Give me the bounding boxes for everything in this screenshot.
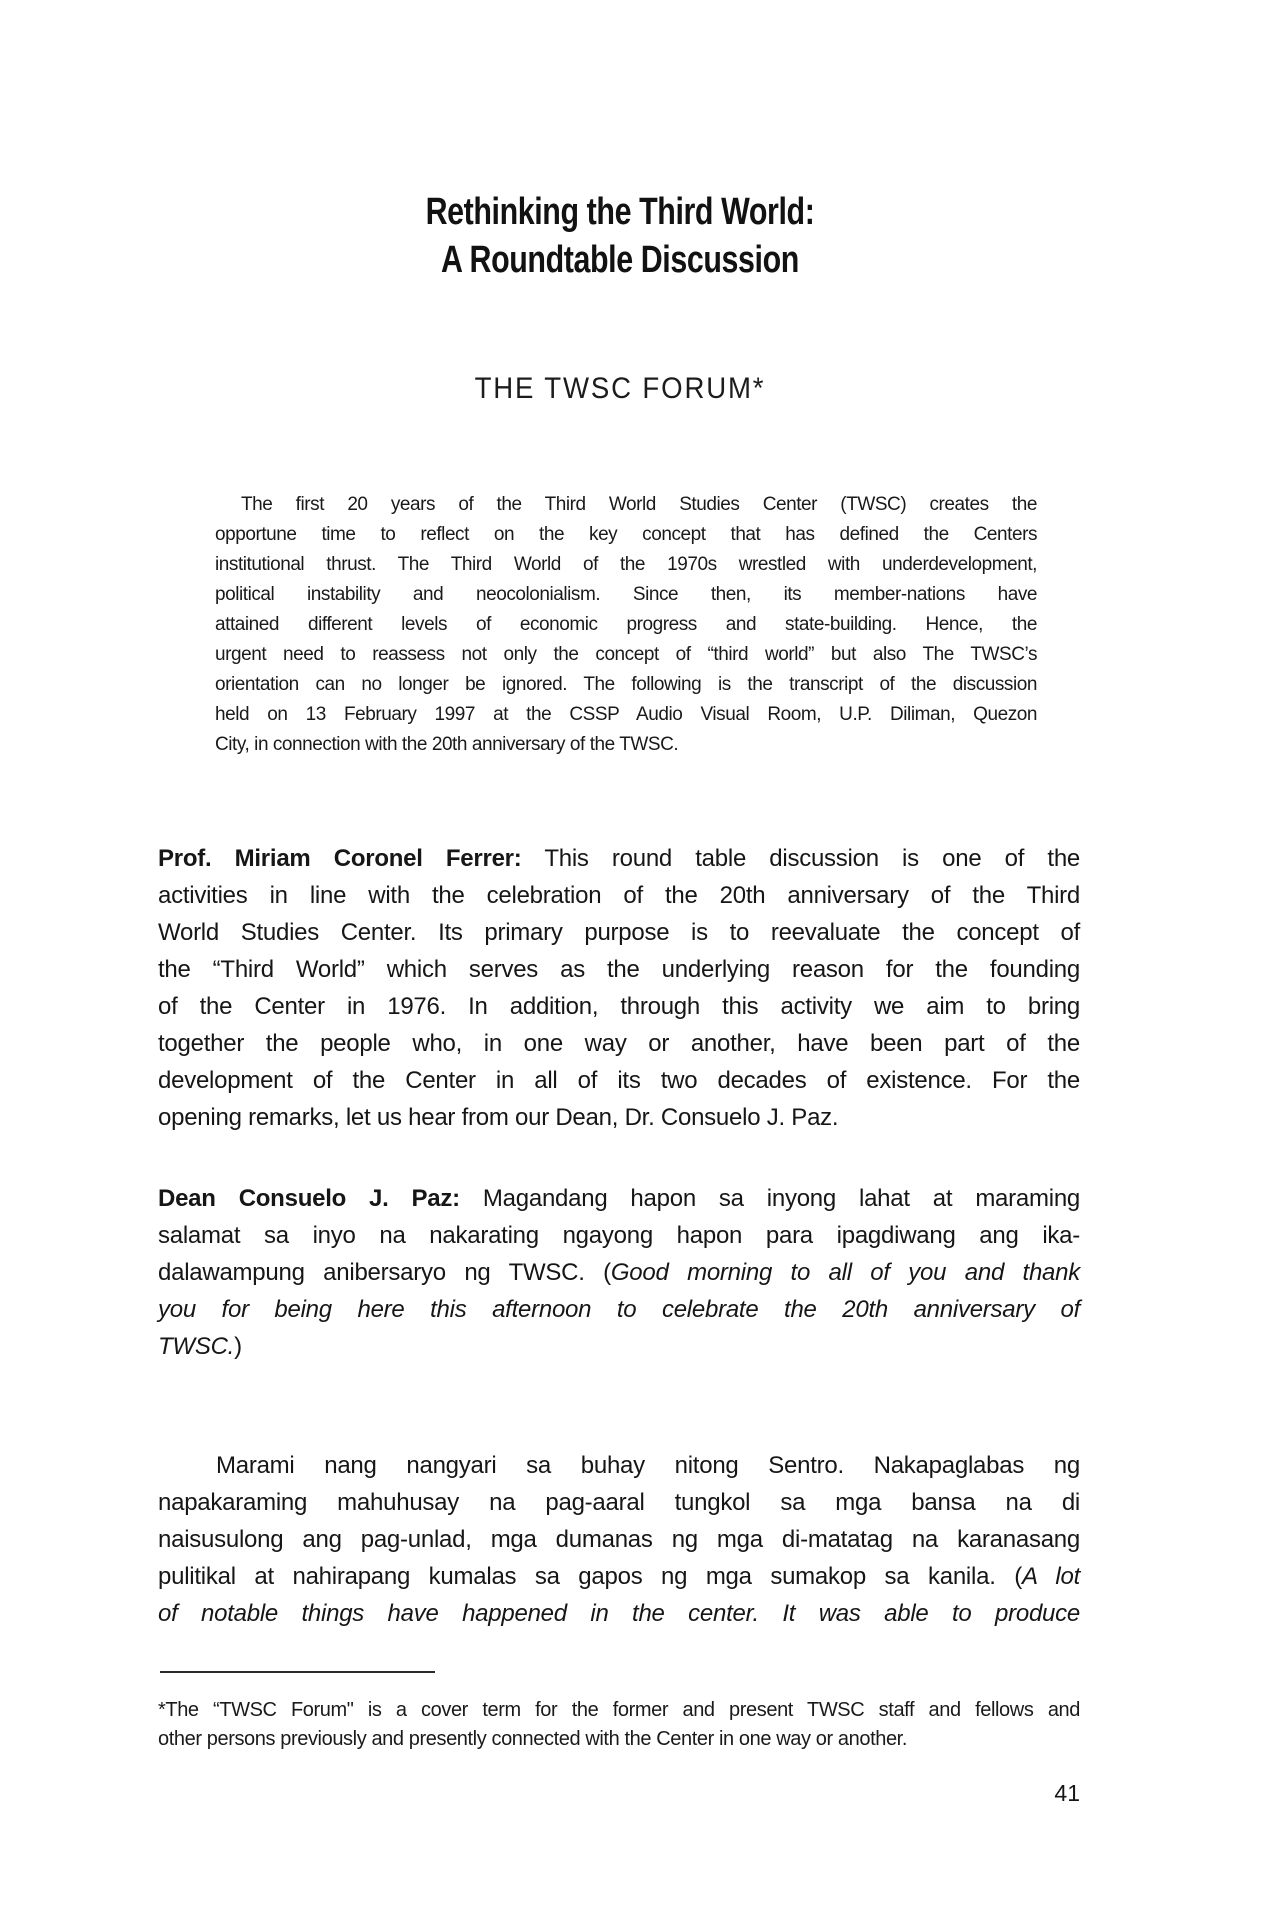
- text-line: [158, 877, 1080, 914]
- text-segment: *The “TWSC Forum" is a cover term for the former and present TWSC staff and fellows and: [158, 1699, 1080, 1721]
- article-title: [252, 188, 988, 284]
- text-line: [215, 580, 1037, 610]
- text-segment: Dean Consuelo J. Paz:: [158, 1185, 460, 1212]
- text-line: [215, 550, 1037, 580]
- text-segment: orientation can no longer be ignored. The following is the transcript of the discussion: [215, 674, 1037, 695]
- text-line: [215, 610, 1037, 640]
- text-segment: of the Center in 1976. In addition, through this activity we aim to bring: [158, 993, 1080, 1020]
- text-line: [158, 988, 1080, 1025]
- text-segment: attained different levels of economic progress and state-building. Hence, the: [215, 614, 1037, 635]
- text-line: [158, 1328, 1080, 1365]
- text-line: [158, 1217, 1080, 1254]
- text-segment: activities in line with the celebration of the 20th anniversary of the Third: [158, 882, 1080, 909]
- text-segment: opportune time to reflect on the key concept that has defined the Centers: [215, 524, 1037, 545]
- text-segment: held on 13 February 1997 at the CSSP Audio Visual Room, U.P. Diliman, Quezon: [215, 704, 1037, 725]
- text-segment: development of the Center in all of its two decades of existence. For the: [158, 1067, 1080, 1094]
- article-title-line1: Rethinking the Third World:: [425, 191, 815, 233]
- text-segment: This round table discussion is one of the: [521, 845, 1081, 872]
- text-segment: napakaraming mahuhusay na pag-aaral tungkol sa mga bansa na di: [158, 1489, 1080, 1516]
- text-segment: you for being here this afternoon to celebrate the 20th anniversary of: [158, 1296, 1080, 1323]
- footnote: [158, 1696, 1080, 1753]
- text-line: [158, 1521, 1080, 1558]
- text-segment: other persons previously and presently connected with the Center in one way or another.: [158, 1727, 907, 1750]
- text-segment: TWSC.: [158, 1333, 235, 1360]
- text-line: [158, 914, 1080, 951]
- text-line: [158, 951, 1080, 988]
- text-segment: urgent need to reassess not only the concept of “third world” but also The TWSC’s: [215, 644, 1037, 665]
- text-line: [158, 1291, 1080, 1328]
- text-segment: A lot: [1021, 1563, 1081, 1590]
- text-segment: the “Third World” which serves as the underlying reason for the founding: [158, 956, 1080, 983]
- text-line: [215, 520, 1037, 550]
- text-segment: together the people who, in one way or another, have been part of the: [158, 1030, 1080, 1057]
- text-segment: Good morning to all of you and thank: [610, 1259, 1080, 1286]
- abstract: [215, 490, 1037, 760]
- text-segment: ): [234, 1333, 242, 1360]
- text-line: [158, 1484, 1080, 1521]
- text-segment: political instability and neocolonialism. Since then, its member-nations have: [215, 584, 1037, 605]
- text-line: [215, 640, 1037, 670]
- text-line: [158, 1254, 1080, 1291]
- text-segment: opening remarks, let us hear from our Dean, Dr. Consuelo J. Paz.: [158, 1104, 839, 1131]
- text-line: [158, 1447, 1080, 1484]
- text-segment: institutional thrust. The Third World of the 1970s wrestled with underdevelopment,: [215, 554, 1037, 575]
- text-line: [158, 1062, 1080, 1099]
- text-line: [215, 700, 1037, 730]
- text-segment: Magandang hapon sa inyong lahat at maraming: [459, 1185, 1081, 1212]
- text-segment: World Studies Center. Its primary purpose is to reevaluate the concept of: [158, 919, 1080, 946]
- paragraph-marami: [158, 1447, 1080, 1632]
- text-segment: dalawampung anibersaryo ng TWSC. (: [158, 1259, 611, 1286]
- page-number: 41: [1054, 1780, 1080, 1806]
- paragraph-ferrer: [158, 840, 1080, 1136]
- text-line: [158, 1725, 1080, 1754]
- text-segment: City, in connection with the 20th anniversary of the TWSC.: [215, 734, 679, 755]
- text-line: [215, 670, 1037, 700]
- text-segment: salamat sa inyo na nakarating ngayong hapon para ipagdiwang ang ika-: [158, 1222, 1080, 1249]
- text-line: [158, 1025, 1080, 1062]
- text-segment: The first 20 years of the Third World Studies Center (TWSC) creates the: [241, 494, 1037, 515]
- article-byline: THE TWSC FORUM*: [474, 372, 766, 405]
- text-segment: naisusulong ang pag-unlad, mga dumanas ng mga di-matatag na karanasang: [158, 1526, 1080, 1553]
- text-segment: Marami nang nangyari sa buhay nitong Sentro. Nakapaglabas ng: [216, 1452, 1080, 1479]
- text-segment: Prof. Miriam Coronel Ferrer:: [158, 845, 522, 872]
- footnote-divider: [160, 1671, 435, 1673]
- text-line: [158, 1180, 1080, 1217]
- text-line: [158, 840, 1080, 877]
- text-segment: of notable things have happened in the center. It was able to produce: [158, 1600, 1080, 1627]
- paragraph-paz: [158, 1180, 1080, 1365]
- text-line: [158, 1558, 1080, 1595]
- text-line: [158, 1696, 1080, 1725]
- text-line: [215, 730, 1037, 760]
- text-line: [215, 490, 1037, 520]
- text-segment: pulitikal at nahirapang kumalas sa gapos ng mga sumakop sa kanila. (: [158, 1563, 1022, 1590]
- article-title-line2: A Roundtable Discussion: [441, 239, 799, 281]
- text-line: [158, 1595, 1080, 1632]
- text-line: [158, 1099, 1080, 1136]
